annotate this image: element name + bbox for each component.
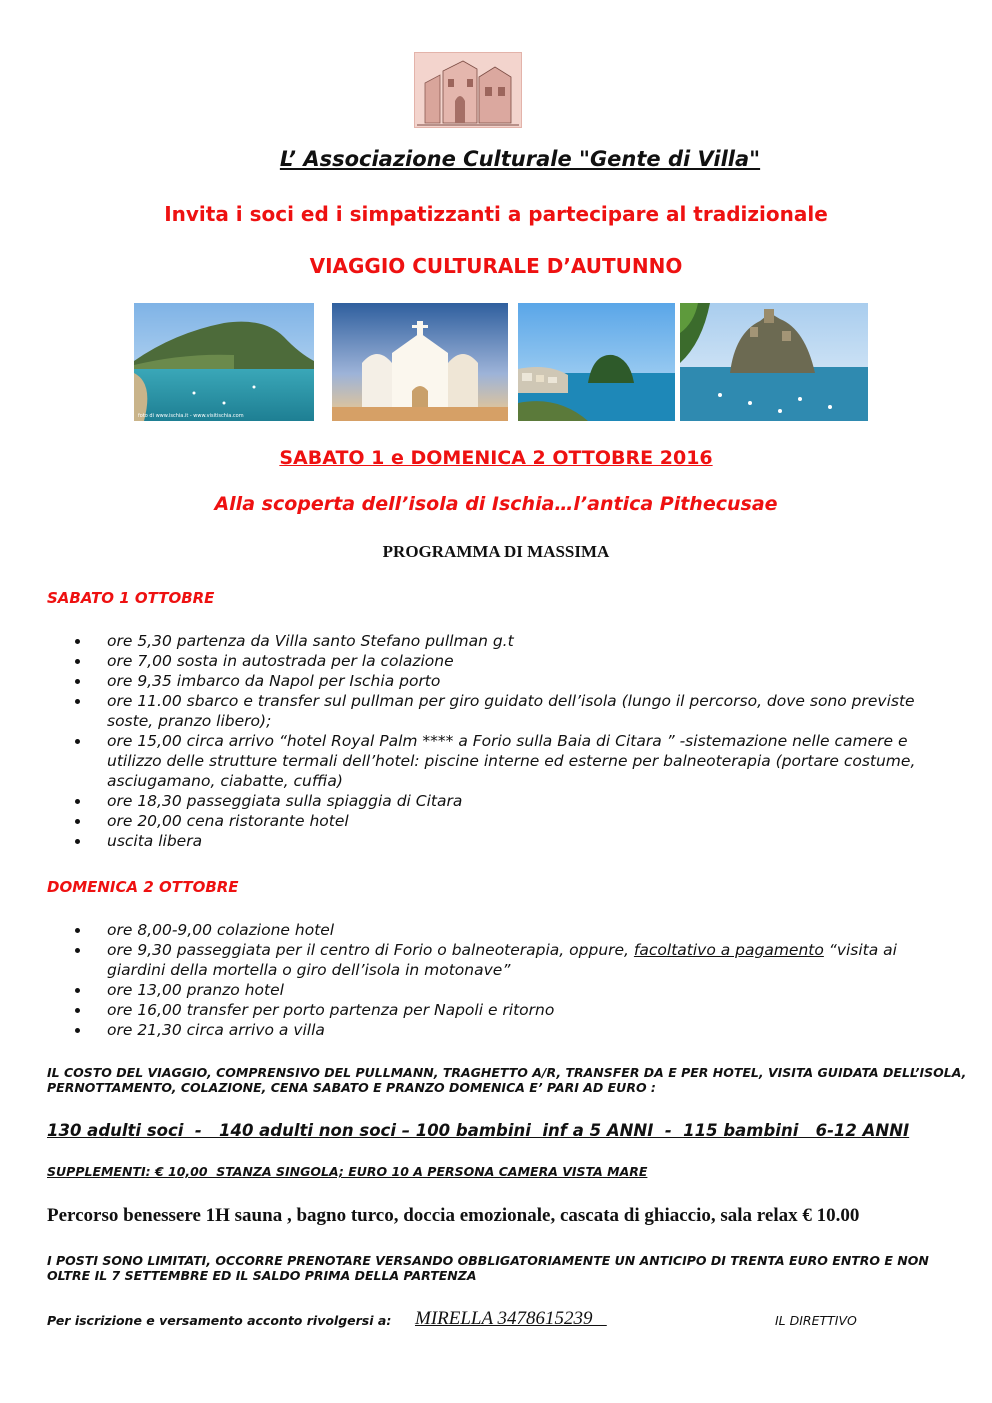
day2-title: DOMENICA 2 OTTOBRE [47, 878, 239, 896]
supplements: SUPPLEMENTI: € 10,00 STANZA SINGOLA; EURO 10 A PERSONA CAMERA VISTA MARE [47, 1164, 648, 1179]
day1-title: SABATO 1 OTTOBRE [47, 589, 215, 607]
price-list: 130 adulti soci - 140 adulti non soci – 100 bambini inf a 5 ANNI - 115 bambini 6-12 ANNI [47, 1121, 910, 1140]
cost-description: IL COSTO DEL VIAGGIO, COMPRENSIVO DEL PULLMANN, TRAGHETTO A/R, TRANSFER DA E PER HOTEL, VISITA GUIDATA DELL’ISOLA, PERNOTTAMENTO, COLAZIONE, CENA SABATO E PRANZO DOMENICA E’ PARI AD EURO : [47, 1065, 967, 1095]
list-item: ore 16,00 transfer per porto partenza per Napoli e ritorno [0, 1000, 960, 1020]
wellness-offer: Percorso benessere 1H sauna , bagno turco, doccia emozionale, cascata di ghiaccio, sala relax € 10.00 [47, 1205, 860, 1226]
list-item: ore 20,00 cena ristorante hotel [0, 811, 960, 831]
event-dates: SABATO 1 e DOMENICA 2 OTTOBRE 2016 [279, 447, 713, 469]
list-item: ore 9,30 passeggiata per il centro di Forio o balneoterapia, oppure, facoltativo a pagamento “visita ai giardini della mortella o giro dell’isola in motonave” [0, 940, 960, 980]
signature: IL DIRETTIVO [775, 1313, 857, 1328]
coast-bay-photo [134, 303, 314, 421]
list-item: ore 18,30 passeggiata sulla spiaggia di Citara [0, 791, 960, 811]
day2-list [0, 920, 960, 1040]
day1-list [0, 631, 960, 851]
contact-name-phone: MIRELLA 3478615239 [415, 1308, 607, 1329]
list-item: ore 11.00 sbarco e transfer sul pullman per giro guidato dell’isola (lungo il percorso, dove sono previste soste, pranzo libero); [0, 691, 960, 731]
list-item: ore 5,30 partenza da Villa santo Stefano pullman g.t [0, 631, 960, 651]
event-subtitle: Alla scoperta dell’isola di Ischia…l’antica Pithecusae [214, 493, 778, 515]
list-item: ore 21,30 circa arrivo a villa [0, 1020, 960, 1040]
invite-line: Invita i soci ed i simpatizzanti a partecipare al tradizionale [164, 202, 828, 226]
association-logo [414, 52, 522, 128]
photo-caption: foto di www.ischia.it - www.visitischia.com [138, 413, 244, 419]
castle-photo [680, 303, 868, 421]
list-item: ore 13,00 pranzo hotel [0, 980, 960, 1000]
list-item: ore 9,35 imbarco da Napol per Ischia porto [0, 671, 960, 691]
list-item: ore 8,00-9,00 colazione hotel [0, 920, 960, 940]
list-item: ore 7,00 sosta in autostrada per la colazione [0, 651, 960, 671]
islet-photo [518, 303, 675, 421]
association-title: L’ Associazione Culturale "Gente di Villa" [279, 147, 761, 171]
optional-paid-note: facoltativo a pagamento [633, 941, 824, 959]
list-item: ore 15,00 circa arrivo “hotel Royal Palm **** a Forio sulla Baia di Citara ” -sistemazione nelle camere e utilizzo delle strutture termali dell’hotel: piscine interne ed esterne per balneoterapia (portare costume, asciugamano, ciabatte, cuffia) [0, 731, 960, 791]
programme-title: PROGRAMMA DI MASSIMA [382, 542, 610, 561]
booking-notice: I POSTI SONO LIMITATI, OCCORRE PRENOTARE VERSANDO OBBLIGATORIAMENTE UN ANTICIPO DI TRENTA EURO ENTRO E NON OLTRE IL 7 SETTEMBRE ED IL SALDO PRIMA DELLA PARTENZA [47, 1253, 929, 1283]
event-name: VIAGGIO CULTURALE D’AUTUNNO [309, 254, 683, 278]
church-photo [332, 303, 508, 421]
list-item: uscita libera [0, 831, 960, 851]
contact-label: Per iscrizione e versamento acconto rivolgersi a: [47, 1313, 392, 1328]
old-village-illustration [415, 53, 521, 127]
